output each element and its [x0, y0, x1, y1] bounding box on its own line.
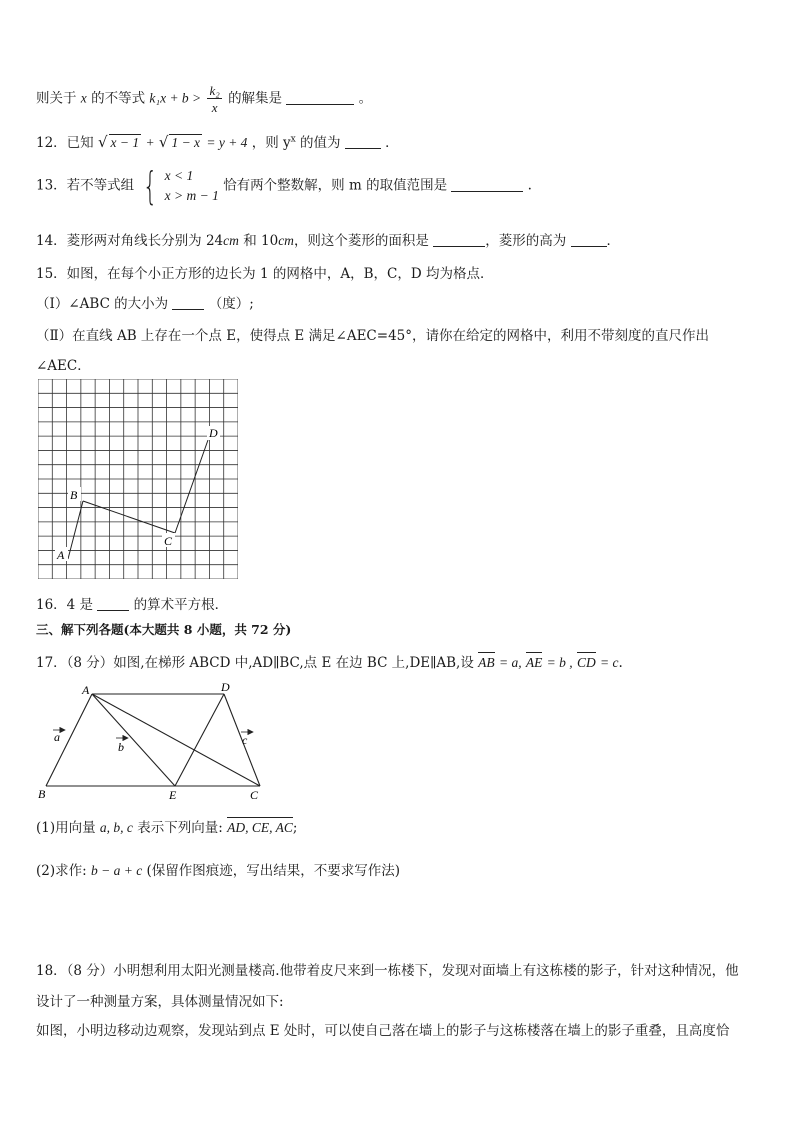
- q11-end: 。: [358, 90, 373, 107]
- q14-text4: ，菱形的高为: [485, 233, 567, 249]
- q13-suffix: 恰有两个整数解，则 m 的取值范围是: [223, 177, 448, 194]
- vertex-label-d: D: [221, 680, 230, 694]
- segment-de: [175, 694, 224, 786]
- q15-part2-a: （Ⅱ）在直线 AB 上存在一个点 E，使得点 E 满足∠AEC=45°，请你在给定的网格中，利用不带刻度的直尺作出: [36, 328, 709, 344]
- edge-ab: [46, 694, 92, 786]
- q13-number: 13．若不等式组: [36, 177, 135, 194]
- q17-part1-vecs: AD, CE, AC: [227, 820, 293, 835]
- q15-part1-b: （度）;: [208, 296, 254, 312]
- q15-angle-blank[interactable]: [172, 295, 204, 310]
- q13-row2: x > m − 1: [164, 188, 219, 203]
- q14-unit-1: cm: [223, 233, 239, 248]
- q17-part2-expr: b − a + c: [90, 863, 143, 878]
- q12-superscript: x: [290, 134, 296, 145]
- q17-part1-end: ;: [292, 820, 298, 836]
- q15-part2-b: ∠AEC．: [36, 358, 91, 374]
- q17-vec-cd: CD: [576, 655, 596, 670]
- q12-plus: +: [145, 135, 155, 150]
- q14-height-blank[interactable]: [571, 232, 607, 247]
- point-label-b: B: [70, 488, 78, 502]
- q18-line2: 设计了一种测量方案，具体测量情况如下:: [36, 994, 284, 1010]
- q17-trapezoid-figure: [34, 680, 274, 804]
- segment-bc: [83, 501, 175, 533]
- segment-cd: [175, 440, 208, 533]
- q12: [36, 131, 399, 151]
- q16: [36, 593, 228, 613]
- q13: [36, 166, 532, 206]
- q17-part1: [36, 816, 297, 836]
- vertex-label-e: E: [169, 788, 177, 802]
- point-label-d: D: [209, 426, 218, 440]
- point-label-a: A: [57, 548, 65, 562]
- q17-vec-ae: AE: [525, 655, 543, 670]
- q17-part1-a: (1)用向量: [36, 820, 96, 836]
- vec-label-b: b: [118, 740, 124, 754]
- q11-fraction: [207, 84, 221, 114]
- q14-text2: 和 10: [243, 233, 279, 249]
- q12-sqrt2: 1 − x: [171, 135, 201, 150]
- q14-text3: ，则这个菱形的面积是: [293, 233, 429, 249]
- vertex-label-a: A: [82, 683, 90, 697]
- q11-continuation: [36, 84, 372, 114]
- q18-line1: 18．（8 分）小明想利用太阳光测量楼高.他带着皮尺来到一栋楼下，发现对面墙上有这栋楼的影子，针对这种情况，他: [36, 963, 739, 979]
- q11-mid: 的不等式: [91, 90, 146, 107]
- q18-line3: 如图，小明边移动边观察，发现站到点 E 处时，可以使自己落在墙上的影子与这栋楼落在墙上的影子重叠，且高度恰: [36, 1023, 730, 1039]
- sqrt-sign: √: [97, 133, 108, 151]
- q15-stem: 15．如图，在每个小正方形的边长为 1 的网格中，A，B，C，D 均为格点．: [36, 266, 494, 282]
- q11-frac-num: k₂: [209, 83, 220, 98]
- q11-var-x: x: [80, 90, 87, 106]
- q17-part2-b: (保留作图痕迹，写出结果，不要求写作法): [146, 863, 401, 879]
- q13-answer-blank[interactable]: [451, 177, 523, 192]
- q17-end: .: [618, 655, 623, 671]
- q14: [36, 229, 620, 249]
- q17-part1-vars: a, b, c: [99, 820, 133, 835]
- vec-label-c: c: [242, 733, 248, 747]
- vertex-label-b: B: [38, 787, 46, 801]
- q17-eq1: = a,: [498, 655, 522, 670]
- q11-prefix: 则关于: [36, 90, 77, 107]
- q14-end: ．: [606, 233, 621, 249]
- q17-part2: [36, 859, 400, 879]
- q12-number: 12．已知: [36, 135, 94, 151]
- q17-part1-b: 表示下列向量:: [137, 820, 223, 836]
- q11-frac-den: x: [211, 100, 218, 115]
- q11-answer-blank[interactable]: [286, 90, 354, 105]
- q11-inequality-lhs: k₁x + b >: [149, 90, 202, 106]
- brace-icon: {: [143, 164, 158, 208]
- q17-eq2: = b ,: [546, 655, 573, 670]
- q16-prefix: 16．4 是: [36, 597, 94, 613]
- q15-part1: [36, 292, 254, 312]
- segment-ae: [92, 694, 175, 786]
- q13-row1: x < 1: [164, 168, 194, 183]
- q15-grid-figure: [38, 379, 238, 579]
- q12-suffix: 的值为: [300, 135, 341, 151]
- q16-answer-blank[interactable]: [97, 596, 129, 611]
- q12-end: ．: [385, 135, 399, 151]
- sqrt-sign: √: [158, 133, 169, 151]
- q17-eq3: = c: [600, 655, 619, 670]
- vertex-label-c: C: [250, 788, 259, 802]
- vec-label-a: a: [54, 730, 60, 744]
- q13-end: .: [527, 177, 532, 194]
- q14-unit-2: cm: [278, 233, 294, 248]
- q14-area-blank[interactable]: [433, 232, 485, 247]
- section-3-title: 三、解下列各题(本大题共 8 小题，共 72 分): [36, 622, 292, 637]
- q15-part1-a: （Ⅰ）∠ABC 的大小为: [36, 296, 169, 312]
- point-label-c: C: [164, 534, 173, 548]
- q12-answer-blank[interactable]: [345, 134, 381, 149]
- q12-sqrt1: x − 1: [110, 135, 140, 150]
- q12-mid: ，则 y: [251, 135, 291, 151]
- q17-stem-text: 17．（8 分）如图,在梯形 ABCD 中,AD∥BC,点 E 在边 BC 上,DE∥AB,设: [36, 655, 474, 671]
- q13-inequality-system: [138, 166, 218, 206]
- q12-rhs: = y + 4: [206, 135, 248, 150]
- q11-suffix: 的解集是: [228, 90, 283, 107]
- q14-text1: 14．菱形两对角线长分别为 24: [36, 233, 224, 249]
- q16-suffix: 的算术平方根．: [133, 597, 229, 613]
- q17-stem: [36, 651, 623, 671]
- q17-vec-ab: AB: [478, 655, 495, 670]
- q17-part2-a: (2)求作:: [36, 863, 87, 879]
